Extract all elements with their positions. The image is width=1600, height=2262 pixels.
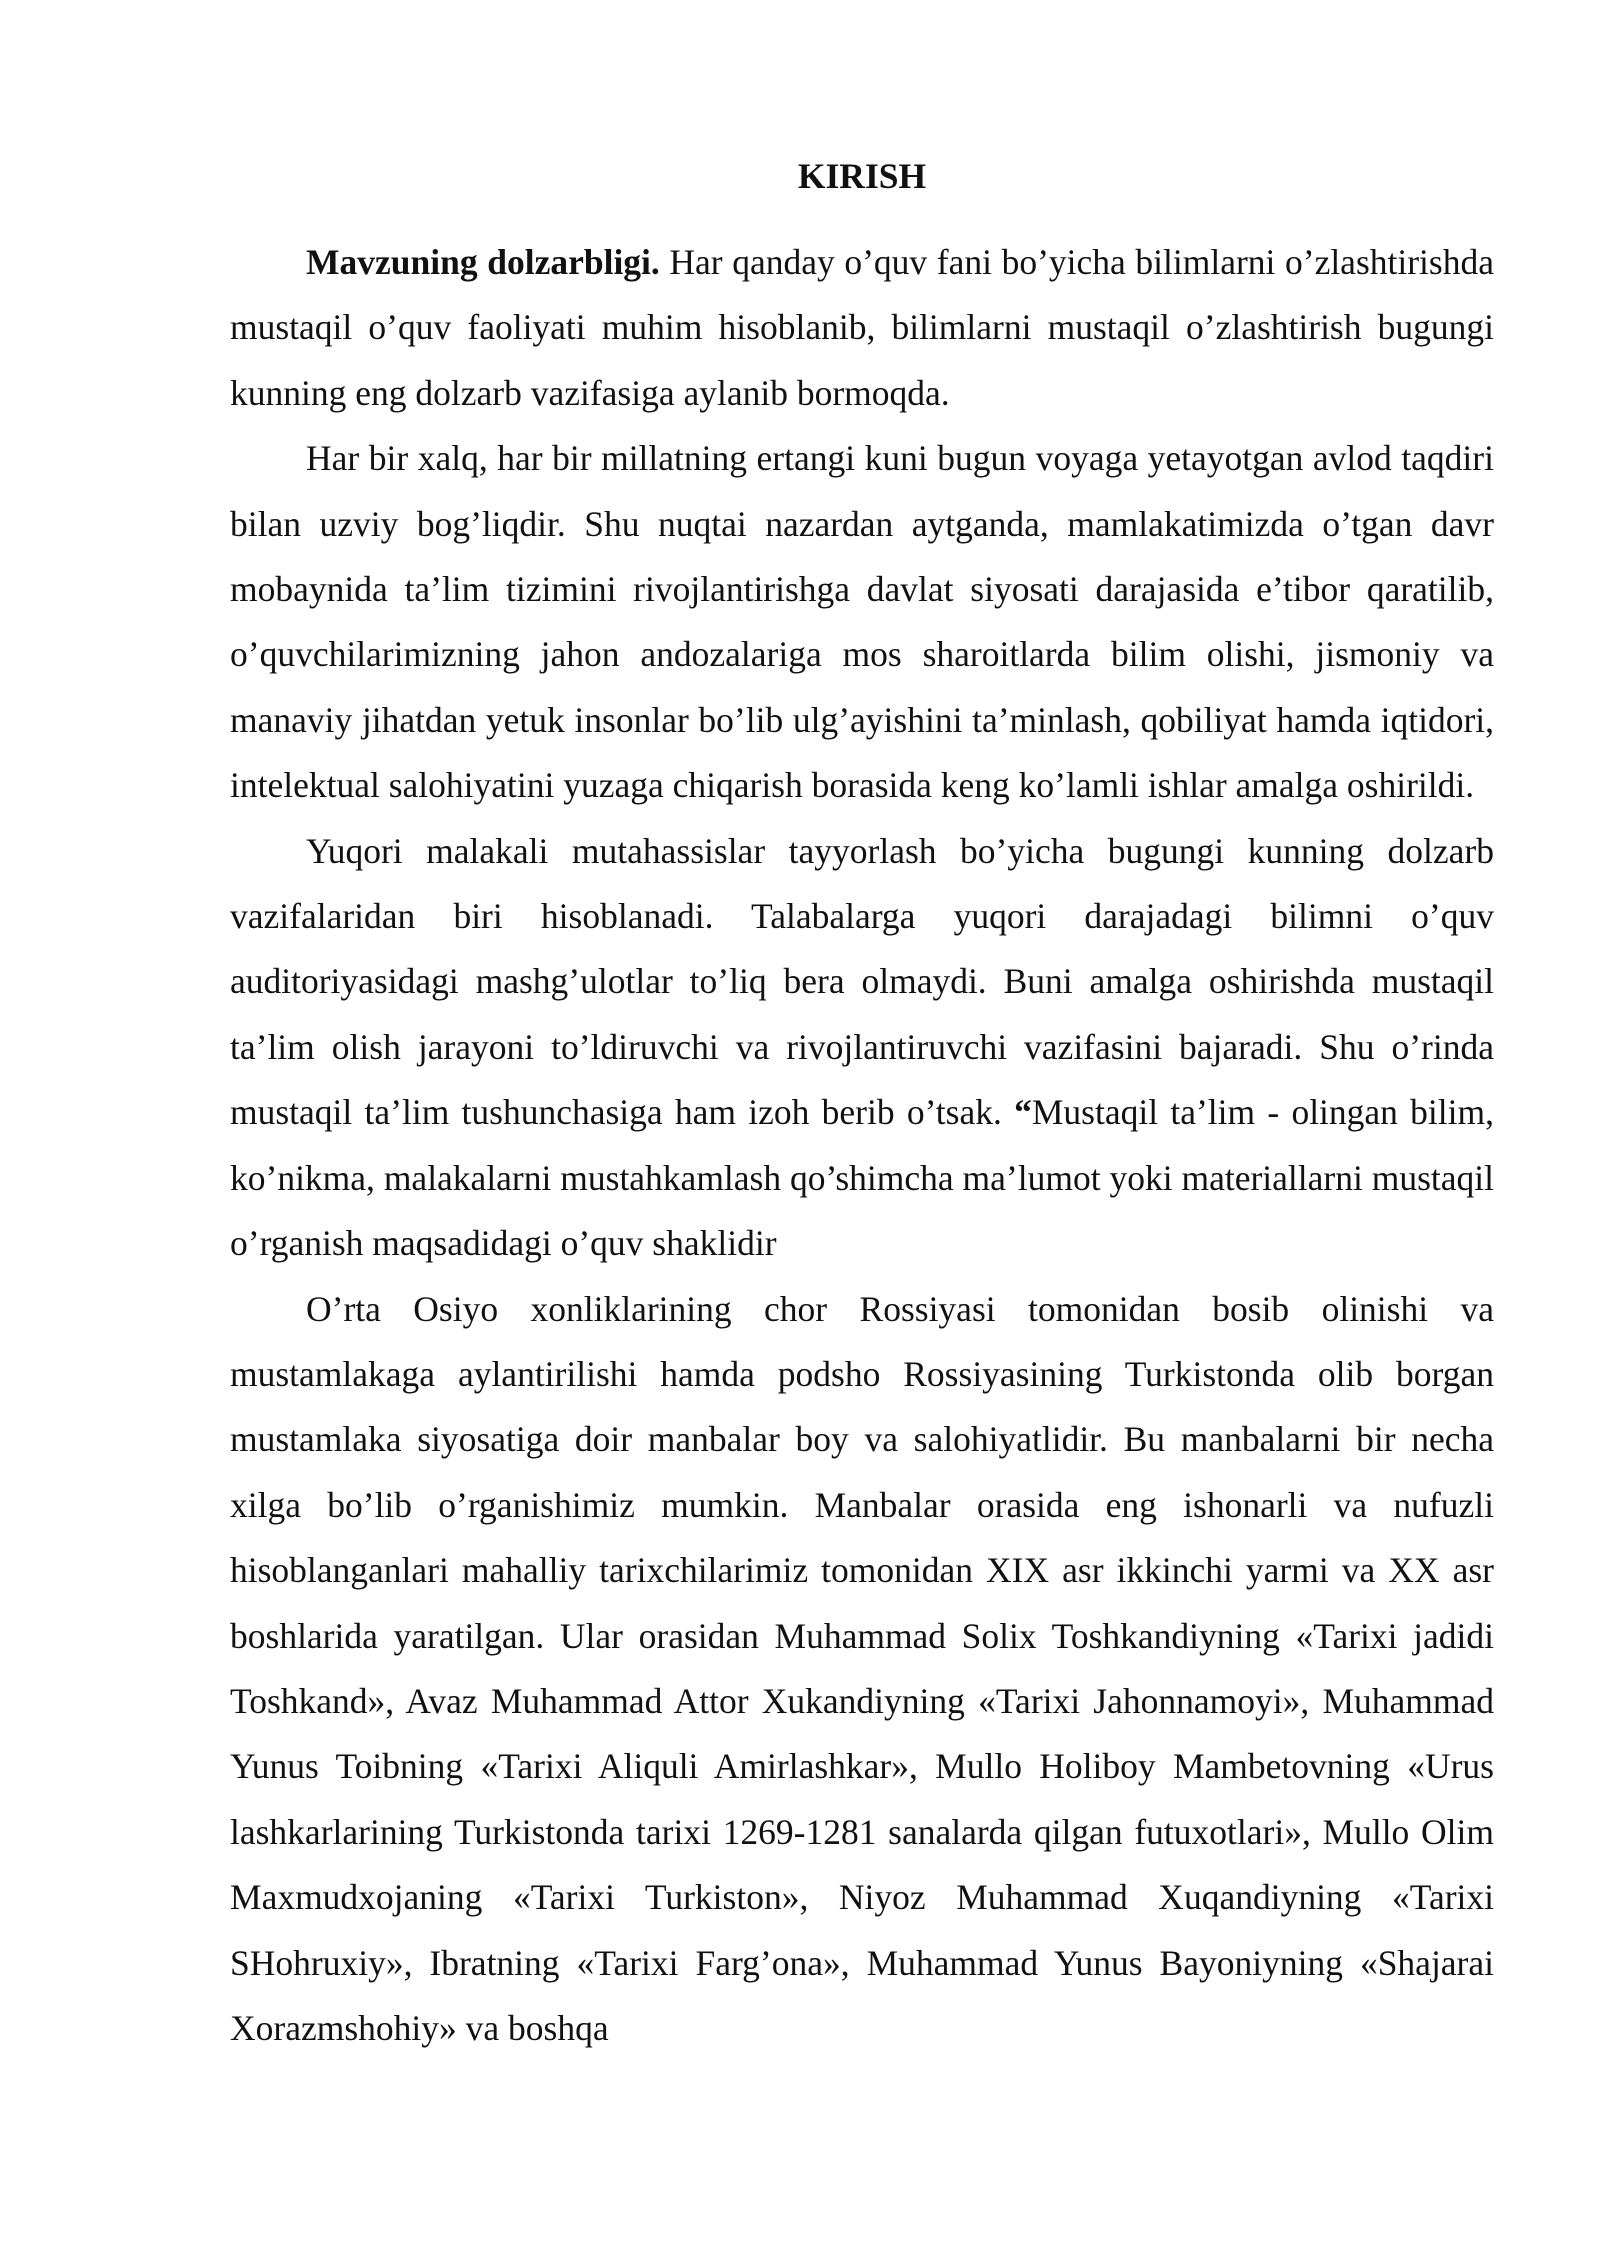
- paragraph-nation-future: Har bir xalq, har bir millatning ertangi kuni bugun voyaga yetayotgan avlod taqdiri bilan uzviy bog’liqdir. Shu nuqtai nazardan aytganda, mamlakatimizda o’tgan davr mobaynida ta’lim tizimini rivojlantirishga davlat siyosati darajasida e’tibor qaratilib, o’quvchilarimizning jahon andozalariga mos sharoitlarda bilim olishi, jismoniy va manaviy jihatdan yetuk insonlar bo’lib ulg’ayishini ta’minlash, qobiliyat hamda iqtidori, intelektual salohiyatini yuzaga chiqarish borasida keng ko’lamli ishlar amalga oshirildi.: [230, 438, 1494, 806]
- opening-quote-mark: “: [1014, 1092, 1032, 1133]
- specialists-text: Yuqori malakali mutahassislar tayyorlash bo’yicha bugungi kunning dolzarb vazifalaridan biri hisoblanadi. Talabalarga yuqori darajadagi bilimni o’quv auditoriyasidagi mashg’ulotlar to’liq bera olmaydi. Buni amalga oshirishda mustaqil ta’lim olish jarayoni to’ldiruvchi va rivojlantiruvchi vazifasini bajaradi. Shu o’rinda mustaqil ta’lim tushunchasiga ham izoh berib o’tsak.: [230, 830, 1494, 1133]
- paragraph-relevance: [230, 230, 1494, 426]
- paragraph-specialists: [230, 819, 1494, 1277]
- page-title: KIRISH: [797, 156, 927, 196]
- document-page: [230, 146, 1494, 2061]
- relevance-heading: Mavzuning dolzarbligi.: [306, 242, 660, 282]
- paragraph-sources: O’rta Osiyo xonliklarining chor Rossiyasi tomonidan bosib olinishi va mustamlakaga aylantirilishi hamda podsho Rossiyasining Turkistonda olib borgan mustamlaka siyosatiga doir manbalar boy va salohiyatlidir. Bu manbalarni bir necha xilga bo’lib o’rganishimiz mumkin. Manbalar orasida eng ishonarli va nufuzli hisoblanganlari mahalliy tarixchilarimiz tomonidan XIX asr ikkinchi yarmi va XX asr boshlarida yaratilgan. Ular orasidan Muhammad Solix Toshkandiyning «Tarixi jadidi Toshkand», Avaz Muhammad Attor Xukandiyning «Tarixi Jahonnamoyi», Muhammad Yunus Toibning «Tarixi Aliquli Amirlashkar», Mullo Holiboy Mambetovning «Urus lashkarlarining Turkistonda tarixi 1269-1281 sanalarda qilgan futuxotlari», Mullo Olim Maxmudxojaning «Tarixi Turkiston», Niyoz Muhammad Xuqandiyning «Tarixi SHohruxiy», Ibratning «Tarixi Farg’ona», Muhammad Yunus Bayoniyning «Shajarai Xorazmshohiy» va boshqa: [230, 1288, 1494, 2048]
- relevance-text: Har qanday o’quv fani bo’yicha bilimlarni o’zlashtirishda mustaqil o’quv faoliyati muhim hisoblanib, bilimlarni mustaqil o’zlashtirish bugungi kunning eng dolzarb vazifasiga aylanib bormoqda.: [230, 242, 1494, 413]
- independent-study-definition: Mustaqil ta’lim - olingan bilim, ko’nikma, malakalarni mustahkamlash qo’shimcha ma’lumot yoki materiallarni mustaqil o’rganish maqsadidagi o’quv shaklidir: [230, 1092, 1494, 1264]
